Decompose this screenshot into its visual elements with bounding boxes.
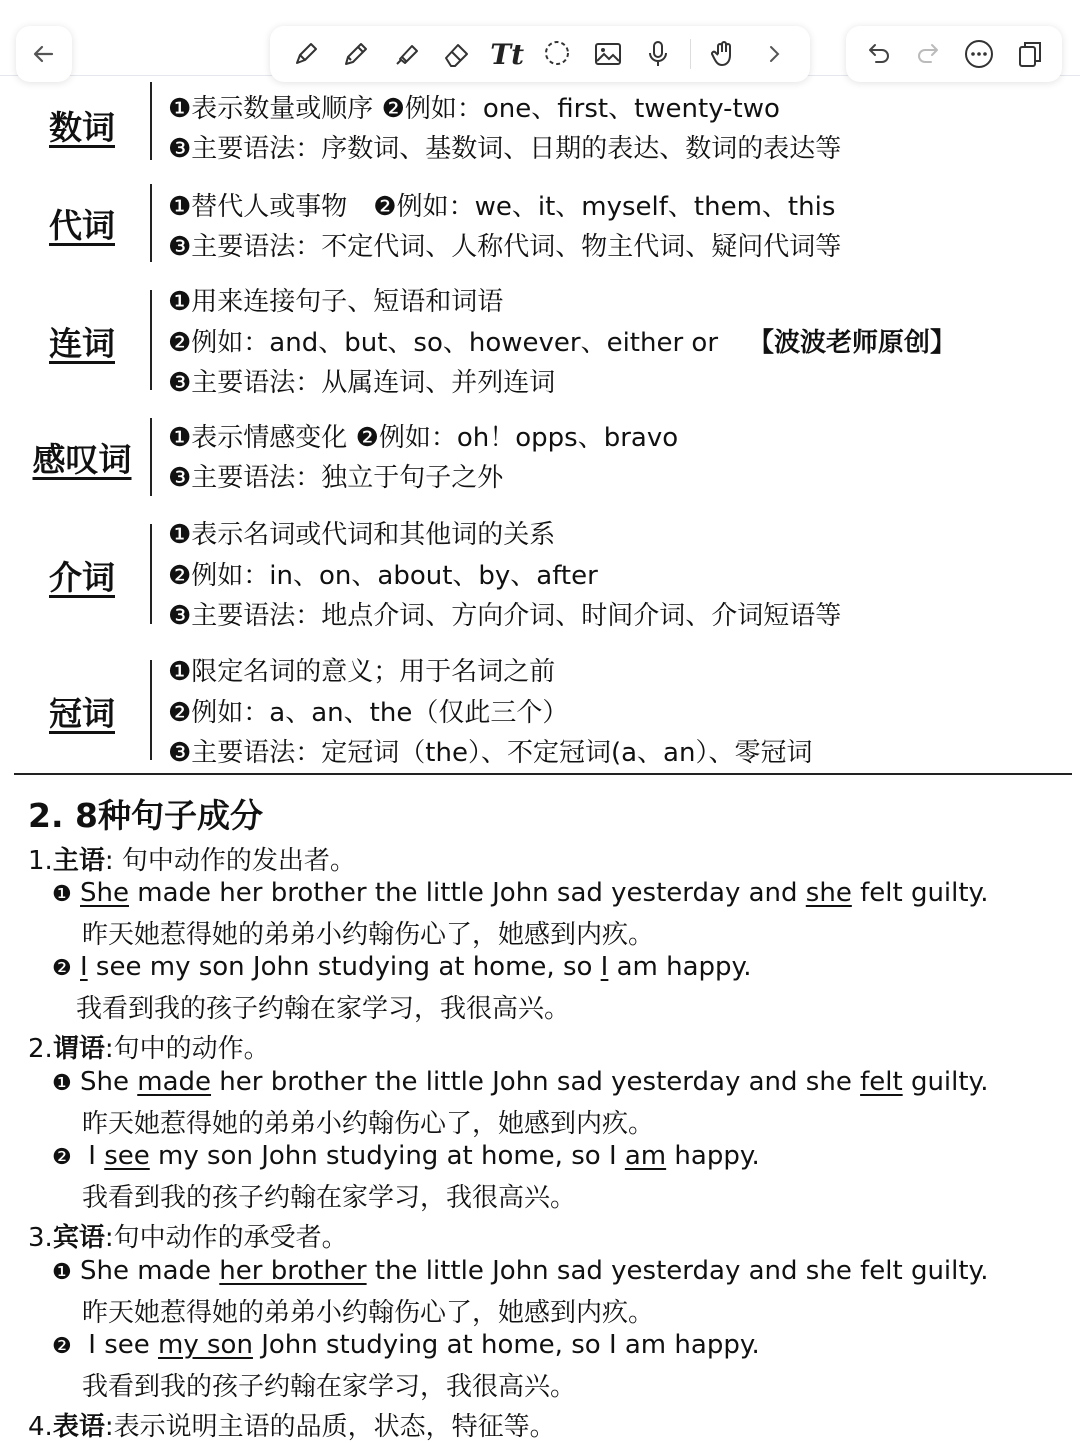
- highlighter-icon[interactable]: [389, 36, 425, 72]
- action-bar: [846, 26, 1062, 82]
- toolbar-separator: [690, 39, 691, 69]
- arrow-left-icon[interactable]: [26, 36, 62, 72]
- pos-title: 数词: [49, 108, 115, 147]
- pos-line: ❷例如：in、on、about、by、after: [168, 561, 598, 591]
- translation: 昨天她惹得她的弟弟小约翰伤心了，她感到内疚。: [82, 1109, 655, 1139]
- translation: 昨天她惹得她的弟弟小约翰伤心了，她感到内疚。: [82, 920, 655, 950]
- example-sentence: ❶ She made her brother the little John sad yesterday and she felt guilty.: [52, 878, 989, 908]
- pos-title: 介词: [49, 558, 115, 597]
- undo-icon[interactable]: [860, 36, 896, 72]
- translation: 我看到我的孩子约翰在家学习，我很高兴。: [76, 994, 571, 1024]
- example-sentence: ❷ I see my son John studying at home, so I am happy.: [52, 952, 752, 982]
- section-divider: [14, 773, 1072, 775]
- pen-icon[interactable]: [288, 36, 324, 72]
- pos-line: ❶替代人或事物 ❷例如：we、it、myself、them、this: [168, 192, 836, 222]
- translation: 我看到我的孩子约翰在家学习，我很高兴。: [82, 1183, 577, 1213]
- hand-icon[interactable]: [706, 36, 742, 72]
- bracket-line: [150, 524, 152, 624]
- pos-line: ❶限定名词的意义；用于名词之前: [168, 657, 556, 687]
- pos-line: ❸主要语法：地点介词、方向介词、时间介词、介词短语等: [168, 601, 842, 631]
- pos-line: ❸主要语法：不定代词、人称代词、物主代词、疑问代词等: [168, 232, 842, 262]
- pos-line: ❸主要语法：独立于句子之外: [168, 463, 504, 493]
- pos-title: 冠词: [49, 694, 115, 733]
- author-note: 【波波老师原创】: [748, 328, 957, 358]
- chevron-right-icon[interactable]: [756, 36, 792, 72]
- item-heading-predicative: 4.表语:表示说明主语的品质，状态，特征等。: [28, 1412, 556, 1442]
- redo-icon[interactable]: [911, 36, 947, 72]
- pos-title: 感叹词: [32, 440, 132, 479]
- item-heading-predicate: 2.谓语:句中的动作。: [28, 1034, 270, 1064]
- section-title: 2. 8种句子成分: [28, 796, 263, 835]
- pos-line: ❶表示名词或代词和其他词的关系: [168, 520, 556, 550]
- bracket-line: [150, 184, 152, 262]
- pos-line: ❷例如：and、but、so、however、either or: [168, 328, 719, 358]
- image-icon[interactable]: [590, 36, 626, 72]
- example-sentence: ❶ She made her brother the little John sad yesterday and she felt guilty.: [52, 1067, 989, 1097]
- example-sentence: ❶ She made her brother the little John sad yesterday and she felt guilty.: [52, 1256, 989, 1286]
- translation: 我看到我的孩子约翰在家学习，我很高兴。: [82, 1372, 577, 1402]
- example-sentence: ❷ I see my son John studying at home, so I am happy.: [52, 1330, 760, 1360]
- pos-line: ❶用来连接句子、短语和词语: [168, 287, 504, 317]
- bracket-line: [150, 290, 152, 390]
- pos-line: ❸主要语法：定冠词（the）、不定冠词(a、an）、零冠词: [168, 738, 813, 768]
- bracket-line: [150, 660, 152, 760]
- item-heading-object: 3.宾语:句中动作的承受者。: [28, 1223, 348, 1253]
- tool-bar: [270, 26, 810, 82]
- pos-line: ❶表示数量或顺序 ❷例如：one、first、twenty-two: [168, 94, 780, 124]
- bracket-line: [150, 82, 152, 160]
- text-icon[interactable]: Tt: [490, 37, 525, 71]
- more-icon[interactable]: [961, 36, 997, 72]
- pos-line: ❶表示情感变化 ❷例如：oh！opps、bravo: [168, 423, 679, 453]
- pencil-icon[interactable]: [338, 36, 374, 72]
- translation: 昨天她惹得她的弟弟小约翰伤心了，她感到内疚。: [82, 1298, 655, 1328]
- microphone-icon[interactable]: [640, 36, 676, 72]
- pages-icon[interactable]: [1012, 36, 1048, 72]
- eraser-icon[interactable]: [439, 36, 475, 72]
- bracket-line: [150, 418, 152, 496]
- pos-line: ❸主要语法：序数词、基数词、日期的表达、数词的表达等: [168, 134, 842, 164]
- pos-title: 代词: [49, 206, 115, 245]
- pos-title: 连词: [49, 324, 115, 363]
- example-sentence: ❷ I see my son John studying at home, so I am happy.: [52, 1141, 760, 1171]
- item-heading-subject: 1.主语: 句中动作的发出者。: [28, 846, 356, 876]
- pos-line: ❸主要语法：从属连词、并列连词: [168, 368, 556, 398]
- pos-line: ❷例如：a、an、the（仅此三个）: [168, 698, 569, 728]
- back-button[interactable]: [16, 26, 72, 82]
- lasso-icon[interactable]: [539, 36, 575, 72]
